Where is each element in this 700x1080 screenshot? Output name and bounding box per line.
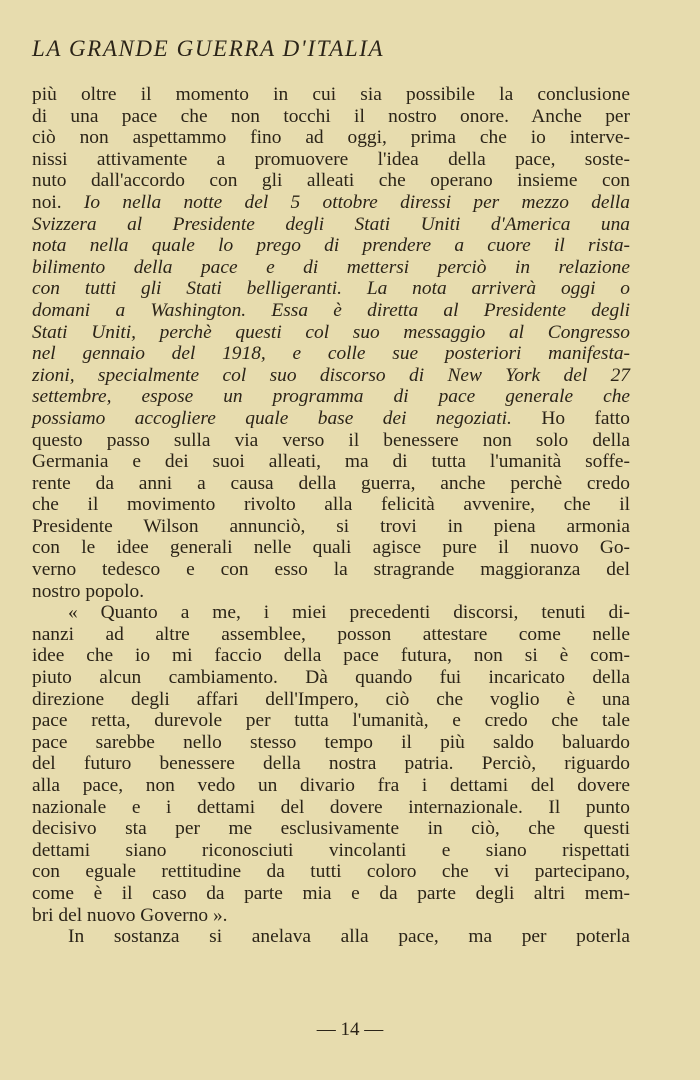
- text-line-segment: alla pace, non vedo un divario fra i dettami del dovere: [32, 775, 630, 796]
- text-line: [32, 840, 630, 862]
- text-line-segment: come è il caso da parte mia e da parte degli altri mem-: [32, 882, 630, 904]
- text-line: [32, 343, 630, 365]
- text-line: [32, 624, 630, 646]
- text-line: [32, 127, 630, 149]
- text-line-segment: domani a Washington. Essa è diretta al Presidente degli: [32, 299, 630, 321]
- text-line-segment: decisivo sta per me esclusivamente in ciò, che questi: [32, 818, 630, 840]
- text-line: [32, 106, 630, 128]
- text-line-segment: Presidente Wilson annunciò, si trovi in piena armonia: [32, 515, 630, 537]
- text-line: [32, 84, 630, 106]
- text-line: [32, 494, 630, 516]
- text-line-segment: questo passo sulla via verso il benessere non solo della: [32, 429, 630, 451]
- text-line-segment: bri del nuovo Governo ».: [32, 904, 228, 926]
- text-line-segment: pace sarebbe nello stesso tempo il più saldo baluardo: [32, 731, 630, 753]
- text-line-segment: con le idee generali nelle quali agisce pure il nuovo Go-: [32, 537, 630, 559]
- text-line: [32, 775, 630, 797]
- text-line: [32, 278, 630, 300]
- body-text: [32, 84, 630, 948]
- text-line: [32, 667, 630, 689]
- text-line-segment: verno tedesco e con esso la stragrande maggioranza del: [32, 559, 630, 581]
- text-line-segment: In sostanza si anelava alla pace, ma per poterla: [68, 926, 630, 948]
- text-line-segment: possiamo accogliere quale base dei negoziati.: [32, 407, 512, 429]
- text-line-segment: Svizzera al Presidente degli Stati Uniti d'America una: [32, 213, 630, 235]
- text-line-segment: Stati Uniti, perchè questi col suo messaggio al Congresso: [32, 321, 630, 343]
- text-line: [32, 149, 630, 171]
- text-line: [32, 365, 630, 387]
- text-line-segment: piuto alcun cambiamento. Dà quando fui incaricato della: [32, 667, 630, 689]
- text-line: [32, 732, 630, 754]
- text-line: [32, 408, 630, 430]
- text-line: [32, 537, 630, 559]
- text-line: [32, 257, 630, 279]
- text-line: [32, 192, 630, 214]
- text-line: [32, 214, 630, 236]
- text-line-segment: bilimento della pace e di mettersi perciò in relazione: [32, 256, 630, 278]
- text-line-segment: dettami siano riconosciuti vincolanti e siano rispettati: [32, 839, 630, 861]
- text-line: [32, 883, 630, 905]
- text-line-segment: rente da anni a causa della guerra, anche perchè credo: [32, 472, 630, 494]
- text-line-segment: idee che io mi faccio della pace futura, non si è com-: [32, 645, 630, 667]
- text-line: [32, 818, 630, 840]
- text-line: [32, 473, 630, 495]
- text-line: [32, 602, 630, 624]
- text-line-segment: di una pace che non tocchi il nostro onore. Anche per: [32, 105, 630, 127]
- text-line: [32, 300, 630, 322]
- text-line-segment: del futuro benessere della nostra patria. Perciò, riguardo: [32, 753, 630, 775]
- text-line: [32, 430, 630, 452]
- text-line: [32, 322, 630, 344]
- text-line: [32, 689, 630, 711]
- text-line-segment: pace retta, durevole per tutta l'umanità, e credo che tale: [32, 710, 630, 732]
- text-line: [32, 516, 630, 538]
- text-line-segment: con eguale rettitudine da tutti coloro che vi partecipano,: [32, 861, 630, 883]
- text-line: [32, 797, 630, 819]
- text-line: [32, 451, 630, 473]
- text-line-segment: più oltre il momento in cui sia possibile la conclusione: [32, 84, 630, 105]
- text-line-segment: nanzi ad altre assemblee, posson attestare come nelle: [32, 623, 630, 645]
- text-line-segment: con tutti gli Stati belligeranti. La nota arriverà oggi o: [32, 278, 630, 300]
- text-line: [32, 170, 630, 192]
- text-line: [32, 645, 630, 667]
- page-number: — 14 —: [316, 1019, 384, 1040]
- text-line: [32, 710, 630, 732]
- text-line-segment: direzione degli affari dell'Impero, ciò che voglio è una: [32, 688, 630, 710]
- text-line: [32, 753, 630, 775]
- text-line-segment: Io nella notte del 5 ottobre diressi per mezzo della: [61, 191, 630, 213]
- text-line-segment: nota nella quale lo prego di prendere a cuore il rista-: [32, 235, 630, 257]
- text-line-segment: settembre, espose un programma di pace generale che: [32, 386, 630, 408]
- text-line-segment: noi.: [32, 191, 62, 213]
- text-line-segment: che il movimento rivolto alla felicità avvenire, che il: [32, 494, 630, 516]
- text-line-segment: « Quanto a me, i miei precedenti discorsi, tenuti di-: [68, 602, 630, 624]
- text-line: [32, 559, 630, 581]
- text-line: [32, 581, 630, 603]
- text-line-segment: nel gennaio del 1918, e colle sue posteriori manifesta-: [32, 343, 630, 365]
- text-line: [32, 235, 630, 257]
- text-line-segment: nuto dall'accordo con gli alleati che operano insieme con: [32, 170, 630, 192]
- text-line: [32, 861, 630, 883]
- text-line-segment: zioni, specialmente col suo discorso di New York del 27: [32, 364, 630, 386]
- running-head: LA GRANDE GUERRA D'ITALIA: [32, 36, 385, 61]
- text-line-segment: nissi attivamente a promuovere l'idea della pace, soste-: [32, 148, 630, 170]
- text-line: [32, 905, 630, 927]
- text-line-segment: nazionale e i dettami del dovere internazionale. Il punto: [32, 796, 630, 818]
- text-line: [32, 386, 630, 408]
- text-line-segment: nostro popolo.: [32, 580, 145, 602]
- text-line-segment: Ho fatto: [511, 407, 630, 429]
- text-line-segment: ciò non aspettammo fino ad oggi, prima che io interve-: [32, 127, 630, 149]
- text-line-segment: Germania e dei suoi alleati, ma di tutta l'umanità soffe-: [32, 451, 630, 473]
- text-line: [32, 926, 630, 948]
